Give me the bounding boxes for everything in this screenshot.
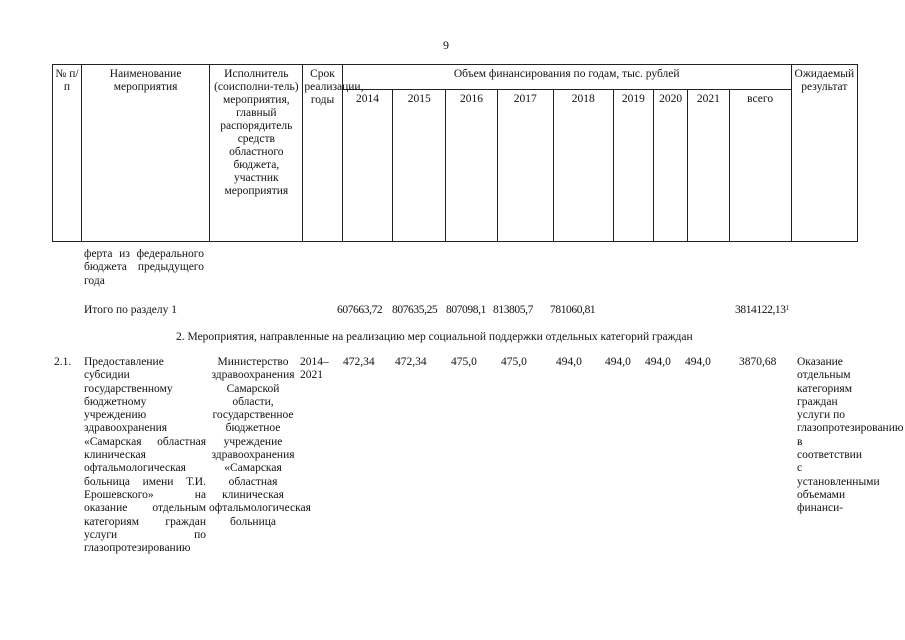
header-year-total: всего (729, 90, 791, 242)
header-col-result: Ожидаемый результат (791, 65, 857, 242)
header-year: 2020 (654, 90, 688, 242)
subtotal-total: 3814122,13$^1$ (735, 304, 789, 316)
row-2018: 494,0 (556, 356, 582, 368)
section-title: 2. Мероприятия, направленные на реализацию мер социальной поддержки отдельных категорий граждан (176, 331, 693, 343)
header-year: 2014 (342, 90, 393, 242)
subtotal-label: Итого по разделу 1 (84, 304, 178, 316)
header-year: 2017 (497, 90, 553, 242)
header-year: 2016 (446, 90, 498, 242)
header-col-funding: Объем финансирования по годам, тыс. рублей (342, 65, 791, 90)
row-term: 2014– 2021 (300, 356, 329, 382)
footnote-mark: 1 (785, 304, 789, 312)
header-col-num: № п/п (53, 65, 82, 242)
row-2015: 472,34 (395, 356, 427, 368)
subtotal-2018: 781060,81 (550, 304, 596, 316)
subtotal-2017: 813805,7 (493, 304, 533, 316)
row-executor: Министерство здравоохранения Самарской области, государственное бюджетное учреждение здравоохранения «Самарская областная клиническая офтальмологическая больница (209, 356, 311, 528)
subtotal-2016: 807098,1 (446, 304, 486, 316)
subtotal-2014: 607663,72 (337, 304, 383, 316)
row-2021: 494,0 (685, 356, 711, 368)
row-2017: 475,0 (501, 356, 527, 368)
row-2020: 494,0 (645, 356, 671, 368)
row-name: Предоставление субсидии государственному бюджетному учреждению здравоохранения «Самарская областная клиническая офтальмологическая больница имени Т.И. Ерошевского» на оказание отдельным категориям граждан услуги по глазопротезированию (84, 356, 206, 555)
row-2014: 472,34 (343, 356, 375, 368)
row-total: 3870,68 (739, 356, 777, 368)
row-2016: 475,0 (451, 356, 477, 368)
row-2019: 494,0 (605, 356, 631, 368)
header-year: 2021 (688, 90, 729, 242)
row-result: Оказание отдельным категориям граждан услуги по глазопротезированию в соответствии с установленными объемами финанси- (797, 356, 904, 515)
subtotal-2015: 807635,25 (392, 304, 438, 316)
header-year: 2019 (613, 90, 653, 242)
header-col-name: Наименование мероприятия (81, 65, 209, 242)
continuation-text: ферта из федерального бюджета предыдущего года (84, 248, 204, 287)
header-col-executor: Исполнитель (соисполни-тель) мероприятия, главный распорядитель средств областного бюджета, участник мероприятия (210, 65, 303, 242)
table-header (52, 64, 858, 242)
row-number: 2.1. (54, 356, 72, 368)
page-number: 9 (443, 38, 449, 52)
header-year: 2018 (553, 90, 613, 242)
header-col-term: Срок реализации, годы (303, 65, 342, 242)
header-year: 2015 (393, 90, 446, 242)
